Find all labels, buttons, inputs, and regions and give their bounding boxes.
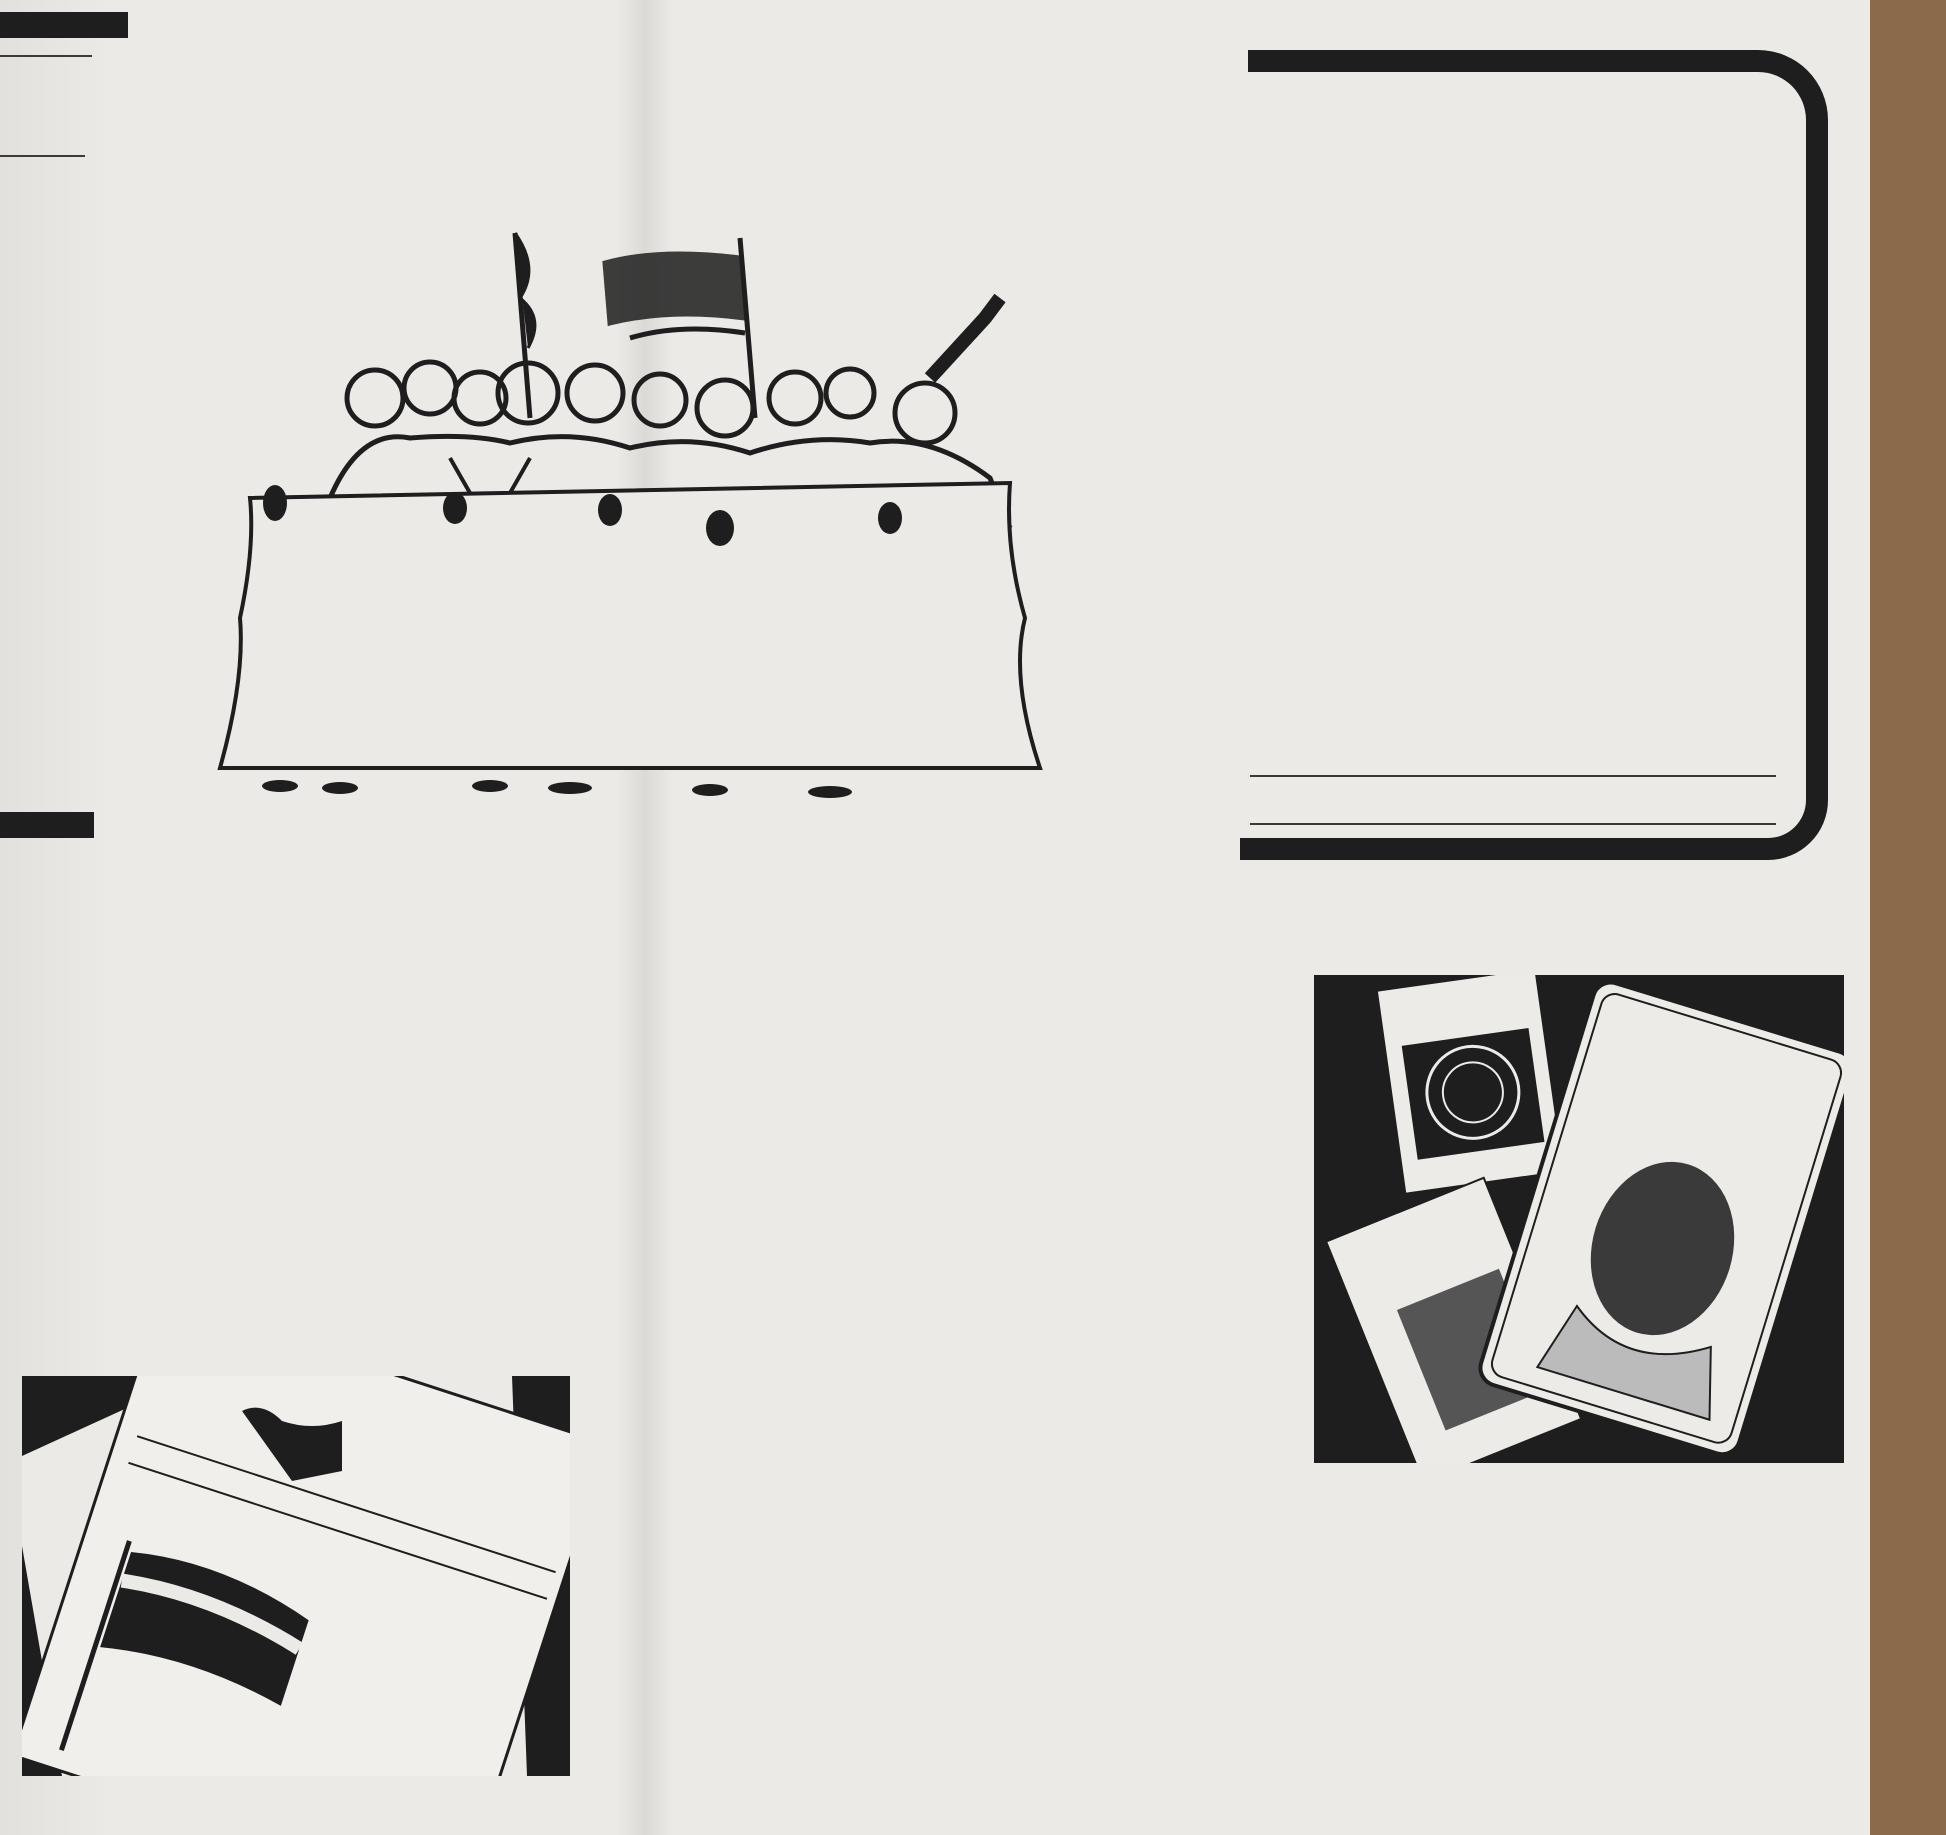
- points-box-bottom-left: [1240, 838, 1300, 860]
- left-top-bar: [0, 12, 128, 38]
- signature-rule-bottom: [1250, 823, 1776, 825]
- crowd-banner-illustration: [210, 228, 1090, 808]
- left-top-rule-2: [0, 155, 85, 157]
- left-top-rule: [0, 55, 92, 57]
- magazine-cover-image: [22, 1376, 570, 1776]
- left-bottom-bar: [0, 812, 94, 838]
- points-box-frame: [1248, 50, 1828, 860]
- book-covers-image: [1314, 975, 1844, 1463]
- signature-rule-top: [1250, 775, 1776, 777]
